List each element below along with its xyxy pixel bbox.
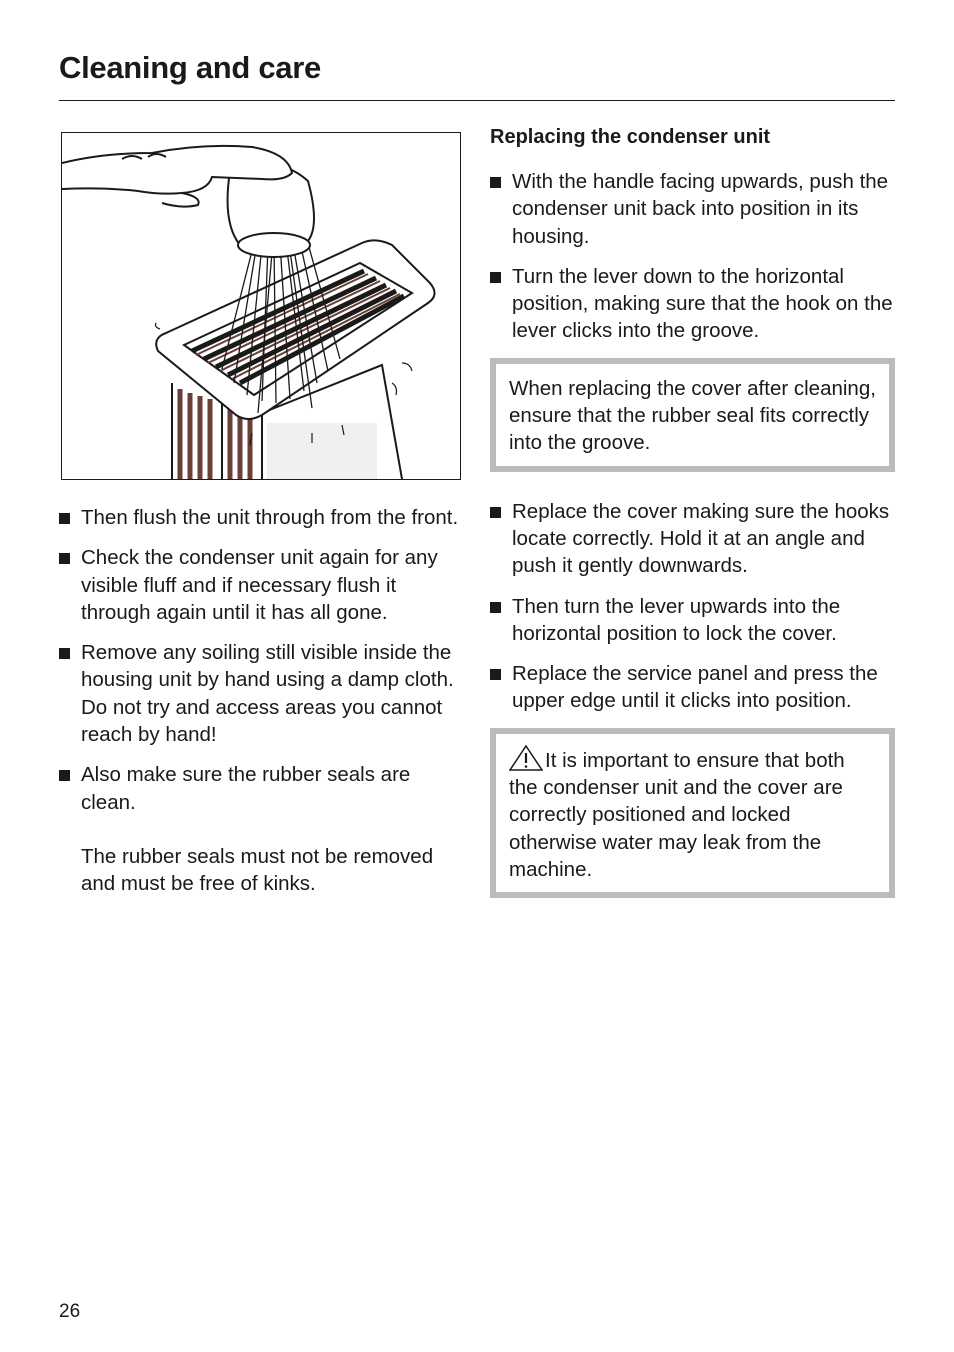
left-column xyxy=(59,504,463,911)
list-item-text: Remove any soiling still visible inside the housing unit by hand using a damp cloth. Do not try and access areas you cannot reach by hand! xyxy=(81,641,454,747)
list-item-text: With the handle facing upwards, push the condenser unit back into position in its housing. xyxy=(512,170,889,248)
bullet-square-icon xyxy=(490,272,501,283)
left-bullet-list xyxy=(59,504,463,898)
list-item xyxy=(490,660,895,715)
bullet-square-icon xyxy=(490,177,501,188)
page-number: 26 xyxy=(59,1301,81,1322)
list-item xyxy=(490,263,895,345)
list-item xyxy=(59,544,463,626)
warning-text: It is important to ensure that both the condenser unit and the cover are correctly positioned and locked otherwise water may leak from the machine. xyxy=(509,748,845,881)
list-item-text: Also make sure the rubber seals are clean. xyxy=(81,763,411,814)
title-divider xyxy=(59,100,895,101)
list-item xyxy=(59,504,463,531)
right-bullet-list-1 xyxy=(490,168,895,345)
warning-triangle-icon xyxy=(509,745,543,771)
page-title: Cleaning and care xyxy=(59,50,321,85)
list-item xyxy=(490,593,895,648)
bullet-square-icon xyxy=(490,507,501,518)
list-item xyxy=(490,498,895,580)
list-item xyxy=(59,639,463,748)
list-item-text: Replace the service panel and press the upper edge until it clicks into position. xyxy=(512,662,878,713)
condenser-rinsing-illustration xyxy=(61,132,461,480)
list-item-text: Turn the lever down to the horizontal position, making sure that the hook on the lever clicks into the groove. xyxy=(512,264,893,343)
list-item-text: Then turn the lever upwards into the horizontal position to lock the cover. xyxy=(512,594,841,645)
bullet-square-icon xyxy=(59,513,70,524)
bullet-square-icon xyxy=(59,553,70,564)
list-item xyxy=(59,761,463,897)
note-box xyxy=(490,358,895,472)
right-column xyxy=(490,124,895,924)
list-item xyxy=(490,168,895,250)
note-text: When replacing the cover after cleaning, ensure that the rubber seal fits correctly into the groove. xyxy=(509,376,876,455)
list-item-text: Replace the cover making sure the hooks locate correctly. Hold it at an angle and push it gently downwards. xyxy=(512,499,890,578)
bullet-square-icon xyxy=(59,770,70,781)
list-item-text: Then flush the unit through from the front. xyxy=(81,506,459,529)
list-item-text: Check the condenser unit again for any visible fluff and if necessary flush it through again until it has all gone. xyxy=(81,546,438,624)
right-bullet-list-2 xyxy=(490,498,895,715)
bullet-square-icon xyxy=(490,602,501,613)
section-heading: Replacing the condenser unit xyxy=(490,126,771,148)
warning-box xyxy=(490,728,895,898)
list-item-subparagraph: The rubber seals must not be removed and must be free of kinks. xyxy=(81,844,434,896)
bullet-square-icon xyxy=(59,648,70,659)
bullet-square-icon xyxy=(490,669,501,680)
